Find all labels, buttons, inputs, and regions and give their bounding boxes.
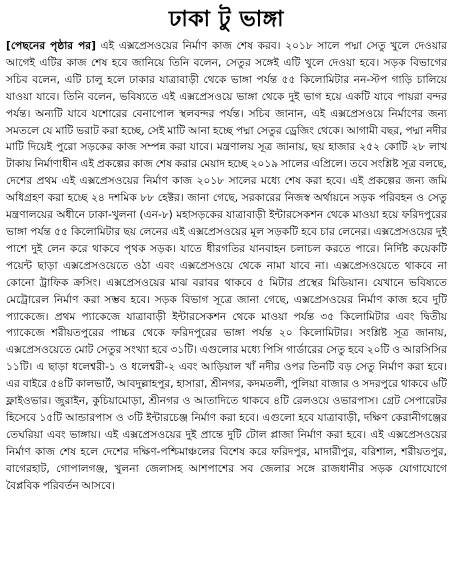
article-headline: ঢাকা টু ভাঙ্গা — [168, 7, 285, 32]
article-text: এই এক্সপ্রেসওয়ের নির্মাণ কাজ শেষ করব। ২০১৮ সালে পদ্মা সেতু খুলে দেওয়ার আগেই এটির কাজ শেষ হবে জানিয়ে তিনি বলেন, সেতুর সঙ্গেই এটি খুলে দেওয়া হবে। সড়ক বিভাগের সচিব বলেন, এটি চালু হলে ঢাকার যাত্রাবাড়ী থেকে ভাঙ্গা পর্যন্ত ৫৫ কিলোমিটার নন-স্টপ গাড়ি চালিয়ে যাওয়া যাবে। তিনি বলেন, ভবিষ্যতে এই এক্সপ্রেসওয়ে ভাঙ্গা থেকে দুই ভাগ হয়ে একটি যাবে পায়রা বন্দর পর্যন্ত। অন্যটি যাবে যশোরের বেনাপোল স্থলবন্দর পর্যন্ত। সচিব জানান, এই এক্সপ্রেসওয়ে নির্মাণের জন্য সমতলে যে মাটি ভরাট করা হচ্ছে, সেই মাটি আনা হচ্ছে পদ্মা সেতুর ড্রেজিং থেকে। আগামী বছর, পদ্মা নদীর মাটি দিয়েই পুরো সড়কের কাজ সম্পন্ন করা যাবে। মন্ত্রণালয় সূত্র জানায়, ছয় হাজার ২৫২ কোটি ২৮ লাখ টাকায় নির্মাণাধীন এই প্রকল্পের কাজ শেষ করার মেয়াদ হচ্ছে ২০১৯ সালের এপ্রিলে। তবে সংশ্লিষ্ট সূত্র বলছে, দেশের প্রথম এই এক্সপ্রেসওয়ের নির্মাণ কাজ ২০১৮ সালের মধ্যে শেষ করা হবে। এই প্রকল্পের জন্য জমি অধিগ্রহণ করা হচ্ছে ২৪ দশমিক ৮৮ হেক্টর। জানা গেছে, সরকারের নিজস্ব অর্থায়নে সড়ক পরিবহন ও সেতু মন্ত্রণালয়ের অধীনে ঢাকা-খুলনা (এন-৮) মহাসড়কের যাত্রাবাড়ী ইন্টারসেকশন থেকে মাওয়া হয়ে ফরিদপুরের ভাঙ্গা পর্যন্ত ৫৫ কিলোমিটার ছয় লেনের এই এক্সপ্রেসওয়ের মূল সড়কটি হবে চার লেনের। এক্সপ্রেসওয়ের দুই পাশে দুই লেন করে থাকবে পৃথক সড়ক। যাতে ধীরগতির যানবাহন চলাচল করতে পারে। নির্দিষ্ট কয়েকটি পয়েন্ট ছাড়া এক্সপ্রেসওয়েতে ওঠা এবং এক্সপ্রেসওয়ে থেকে নামা যাবে না। এক্সপ্রেসওয়েতে থাকবে না কোনো ট্রাফিক ক্রসিং। এক্সপ্রেসওয়ের মাঝ বরাবর থাকবে ৫ মিটার প্রস্থের মিডিয়ান। যেখানে ভবিষ্যতে মেট্রোরেল নির্মাণ করা সম্ভব হবে। সড়ক বিভাগ সূত্রে জানা গেছে, এক্সপ্রেসওয়ের নির্মাণ কাজ হবে দুটি প্যাকেজে। প্রথম প্যাকেজে যাত্রাবাড়ী ইন্টারসেকশন থেকে মাওয়া পর্যন্ত ৩৫ কিলোমিটার এবং দ্বিতীয় প্যাকেজে শরীয়তপুরের পাচ্চর থেকে ফরিদপুরের ভাঙ্গা পর্যন্ত ২০ কিলোমিটার। সংশ্লিষ্ট সূত্র জানায়, এক্সপ্রেসওয়েতে মোট সেতুর সংখ্যা হবে ৩১টি। এগুলোর মধ্যে পিসি গার্ডারের সেতু হবে ২০টি ও আরসিসির ১১টি। এ ছাড়া ধলেশ্বরী-১ ও ধলেশ্বরী-২ এবং আড়িয়াল খাঁ নদীর ওপর তিনটি বড় সেতু নির্মাণ করা হবে। এর বাইরে ৫৪টি কালভার্ট, আবদুল্লাহপুর, হাসারা, শ্রীনগর, কদমতলী, পুলিয়া বাজার ও সদরপুরে থাকবে ৬টি ফ্লাইওভার। জুরাইন, কুচিয়ামোড়া, শ্রীনগর ও আতাদিতে থাকবে ৪টি রেলওয়ে ওভারপাস। গ্রেট সেপারেটর হিসেবে ১৫টি আন্ডারপাস ও ৩টি ইন্টারচেঞ্জ নির্মাণ করা হবে। এগুলো হবে যাত্রাবাড়ী, দক্ষিণ কেরানীগঞ্জের তেঘরিয়া এবং ভাঙ্গায়। এই এক্সপ্রেসওয়ের দুই প্রান্তে দুটি টোল প্লাজা নির্মাণ করা হবে। এই এক্সপ্রেসওয়ের নির্মাণ কাজ শেষ হলে দেশের দক্ষিণ-পশ্চিমাঞ্চলের বিশেষ করে ফরিদপুর, মাদারীপুর, বরিশাল, শরীয়তপুর, বাগেরহাট, গোপালগঞ্জ, খুলনা জেলাসহ আশপাশের সব জেলার সঙ্গে রাজধানীর সড়ক যোগাযোগে বৈপ্লবিক পরিবর্তন আসবে। — [6, 40, 447, 492]
article-body — [6, 38, 447, 578]
continuation-kicker: [পেছনের পৃষ্ঠার পর] — [6, 40, 96, 52]
